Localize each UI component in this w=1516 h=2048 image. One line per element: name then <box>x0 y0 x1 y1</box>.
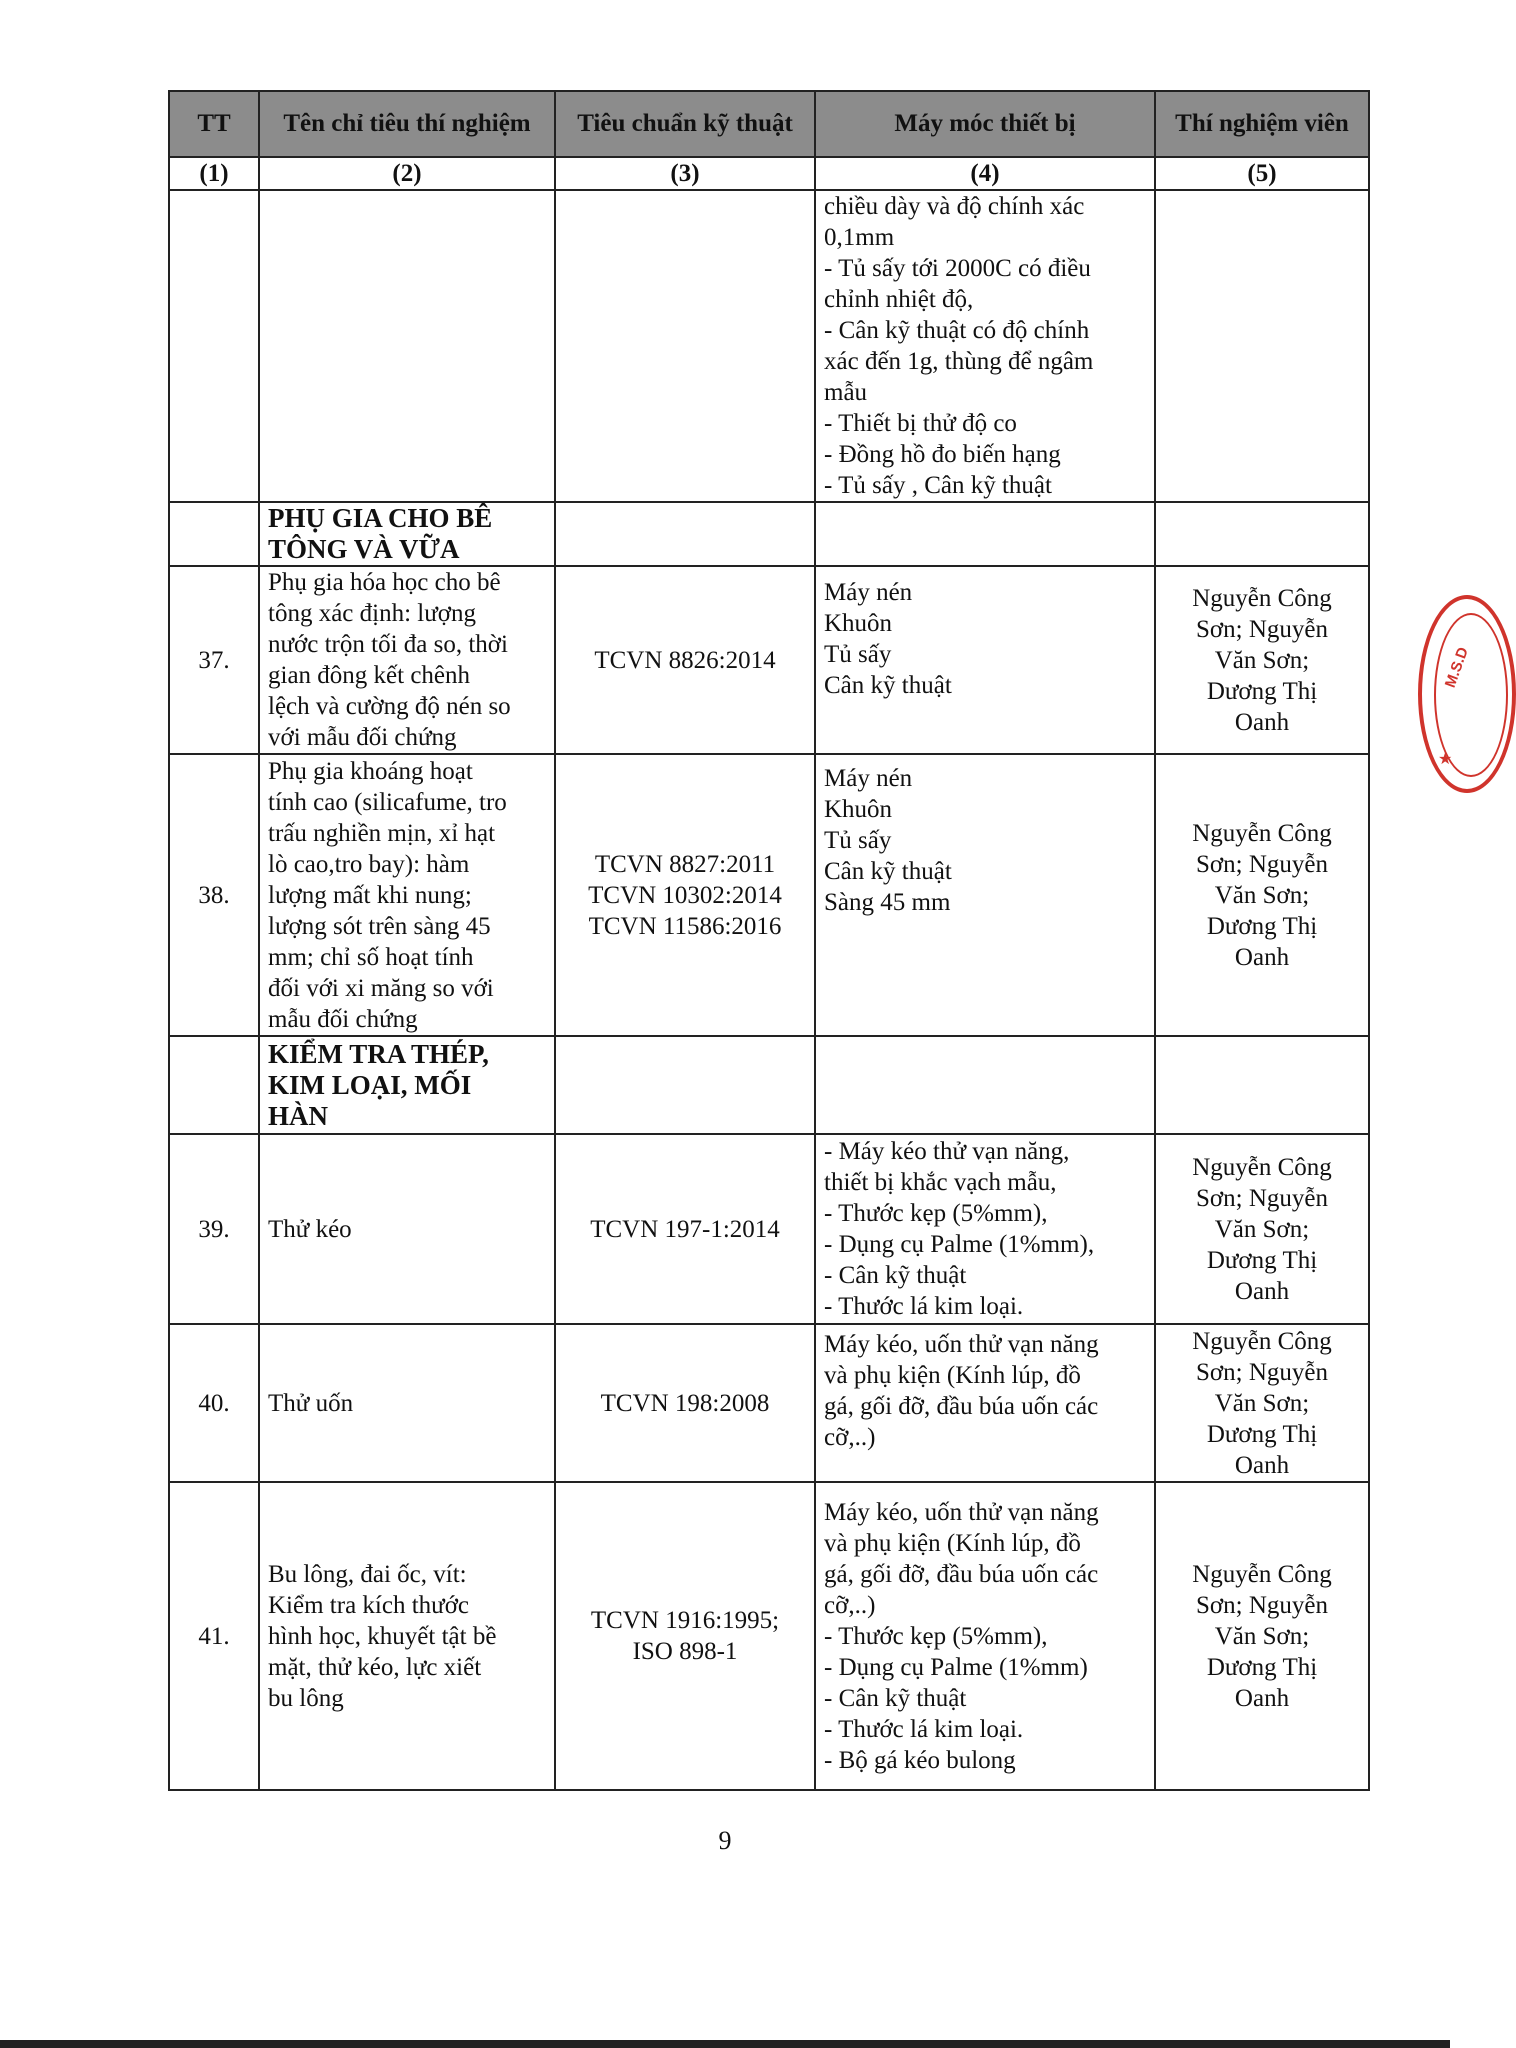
text-line: Cân kỹ thuật <box>824 858 952 885</box>
text-line: Thử kéo <box>268 1215 352 1243</box>
header-test-name: Tên chỉ tiêu thí nghiệm <box>259 91 555 157</box>
text-line: bu lông <box>268 1684 344 1712</box>
section-row-admixture <box>169 502 1369 566</box>
text-line: gá, gối đỡ, đầu búa uốn các <box>824 1393 1099 1420</box>
section-title-steel <box>259 1036 555 1134</box>
colnum-2: (2) <box>259 157 555 190</box>
text-line: KIỂM TRA THÉP, <box>268 1038 489 1069</box>
stamp-text: M.S.D <box>1441 645 1472 690</box>
table-row <box>169 1134 1369 1324</box>
text-line: Dương Thị <box>1206 1246 1318 1274</box>
text-line: TCVN 1916:1995; <box>590 1607 780 1634</box>
text-line: Văn Sơn; <box>1214 1215 1310 1243</box>
section-title-admixture <box>259 502 555 566</box>
text-line: Dương Thị <box>1206 1653 1318 1681</box>
text-line: gian đông kết chênh <box>268 662 471 689</box>
text-line: TCVN 198:2008 <box>600 1389 770 1417</box>
equipment <box>815 566 1155 754</box>
text-line: chiều dày và độ chính xác <box>824 193 1085 220</box>
text-line: Oanh <box>1234 943 1290 971</box>
text-line: Nguyễn Công <box>1192 1560 1332 1588</box>
text-line: TCVN 8826:2014 <box>594 646 776 674</box>
technicians <box>1155 566 1369 754</box>
standard <box>555 566 815 754</box>
text-line: Sơn; Nguyễn <box>1196 1358 1328 1386</box>
row-number: 38. <box>169 754 259 1036</box>
standard <box>555 1324 815 1482</box>
page-number: 9 <box>718 1826 732 1855</box>
text-line: cỡ,..) <box>824 1424 876 1451</box>
text-line: lượng sót trên sàng 45 <box>268 912 491 940</box>
colnum-1: (1) <box>169 157 259 190</box>
text-line: Nguyễn Công <box>1192 584 1332 612</box>
text-line: - Thước kẹp (5%mm), <box>824 1622 1048 1650</box>
text-line: Máy kéo, uốn thử vạn năng <box>824 1331 1099 1358</box>
text-line: Nguyễn Công <box>1192 1327 1332 1355</box>
continued-equipment <box>815 190 1155 502</box>
text-line: hình học, khuyết tật bề <box>268 1622 497 1650</box>
text-line: cỡ,..) <box>824 1591 876 1619</box>
text-line: với mẫu đối chứng <box>268 724 457 751</box>
text-line: Sơn; Nguyễn <box>1196 1184 1328 1212</box>
text-line: nước trộn tối đa so, thời <box>268 631 508 658</box>
text-line: và phụ kiện (Kính lúp, đồ <box>824 1529 1081 1557</box>
header-equipment: Máy móc thiết bị <box>815 91 1155 157</box>
header-technician: Thí nghiệm viên <box>1155 91 1369 157</box>
text-line: Nguyễn Công <box>1192 819 1332 847</box>
text-line: - Cân kỹ thuật <box>824 1684 967 1712</box>
colnum-3: (3) <box>555 157 815 190</box>
text-line: Sơn; Nguyễn <box>1196 1591 1328 1619</box>
text-line: Dương Thị <box>1206 1420 1318 1448</box>
text-line: - Thước kẹp (5%mm), <box>824 1200 1048 1227</box>
test-name <box>259 1482 555 1790</box>
text-line: đối với xi măng so với <box>268 974 494 1002</box>
section-row-steel <box>169 1036 1369 1134</box>
colnum-5: (5) <box>1155 157 1369 190</box>
test-name <box>259 566 555 754</box>
text-line: gá, gối đỡ, đầu búa uốn các <box>824 1560 1099 1588</box>
equipment <box>815 1134 1155 1324</box>
equipment <box>815 1324 1155 1482</box>
text-line: Thử uốn <box>268 1389 354 1417</box>
text-line: PHỤ GIA CHO BÊ <box>268 503 493 533</box>
text-line: - Cân kỹ thuật có độ chính <box>824 317 1090 344</box>
text-line: Oanh <box>1234 708 1290 736</box>
text-line: Tủ sấy <box>824 641 892 668</box>
technicians <box>1155 754 1369 1036</box>
text-line: TCVN 10302:2014 <box>588 881 782 909</box>
text-line: tính cao (silicafume, tro <box>268 788 507 816</box>
text-line: Văn Sơn; <box>1214 1622 1310 1650</box>
text-line: - Tủ sấy , Cân kỹ thuật <box>824 472 1052 499</box>
text-line: Bu lông, đai ốc, vít: <box>268 1560 467 1588</box>
text-line: Oanh <box>1234 1277 1290 1305</box>
text-line: Máy nén <box>824 765 913 792</box>
technicians <box>1155 1134 1369 1324</box>
standard <box>555 1134 815 1324</box>
text-line: - Máy kéo thử vạn năng, <box>824 1138 1070 1165</box>
text-line: và phụ kiện (Kính lúp, đồ <box>824 1362 1081 1389</box>
row-number: 40. <box>169 1324 259 1482</box>
technicians <box>1155 1482 1369 1790</box>
header-standard: Tiêu chuẩn kỹ thuật <box>555 91 815 157</box>
standard <box>555 754 815 1036</box>
equipment <box>815 1482 1155 1790</box>
test-name <box>259 1134 555 1324</box>
text-line: xác đến 1g, thùng để ngâm <box>824 348 1094 375</box>
standard <box>555 1482 815 1790</box>
text-line: chỉnh nhiệt độ, <box>824 286 974 313</box>
text-line: Khuôn <box>824 796 893 823</box>
text-line: Phụ gia hóa học cho bê <box>268 569 501 596</box>
text-line: Dương Thị <box>1206 912 1318 940</box>
technicians <box>1155 1324 1369 1482</box>
text-line: Máy kéo, uốn thử vạn năng <box>824 1498 1099 1526</box>
text-line: Nguyễn Công <box>1192 1153 1332 1181</box>
text-line: Văn Sơn; <box>1214 646 1310 674</box>
text-line: mặt, thử kéo, lực xiết <box>268 1653 482 1681</box>
text-line: Cân kỹ thuật <box>824 672 952 699</box>
text-line: trấu nghiền mịn, xỉ hạt <box>268 819 496 847</box>
text-line: Oanh <box>1234 1451 1290 1479</box>
text-line: 0,1mm <box>824 224 895 251</box>
star-icon: ★ <box>1438 751 1453 768</box>
table-row <box>169 754 1369 1036</box>
text-line: HÀN <box>268 1100 328 1131</box>
text-line: Kiểm tra kích thước <box>268 1591 470 1619</box>
text-line: - Bộ gá kéo bulong <box>824 1746 1016 1774</box>
text-line: - Cân kỹ thuật <box>824 1262 967 1289</box>
text-line: ISO 898-1 <box>632 1638 738 1665</box>
text-line: Oanh <box>1234 1684 1290 1712</box>
text-line: mm; chỉ số hoạt tính <box>268 943 474 971</box>
text-line: thiết bị khắc vạch mẫu, <box>824 1169 1057 1196</box>
table-row <box>169 1324 1369 1482</box>
table-row <box>169 566 1369 754</box>
text-line: mẫu <box>824 379 868 406</box>
row-number: 39. <box>169 1134 259 1324</box>
test-name <box>259 1324 555 1482</box>
text-line: - Tủ sấy tới 2000C có điều <box>824 255 1091 282</box>
text-line: Khuôn <box>824 610 893 637</box>
text-line: Văn Sơn; <box>1214 1389 1310 1417</box>
scan-edge <box>0 2040 1450 2048</box>
continued-row <box>169 190 1369 502</box>
text-line: Phụ gia khoáng hoạt <box>268 757 473 785</box>
text-line: TÔNG VÀ VỮA <box>268 534 460 564</box>
equipment <box>815 754 1155 1036</box>
test-table <box>168 90 1370 1791</box>
text-line: - Thiết bị thử độ co <box>824 410 1017 437</box>
text-line: Máy nén <box>824 579 913 606</box>
text-line: mẫu đối chứng <box>268 1005 418 1033</box>
row-number: 37. <box>169 566 259 754</box>
test-name <box>259 754 555 1036</box>
text-line: TCVN 197-1:2014 <box>590 1215 780 1243</box>
colnum-4: (4) <box>815 157 1155 190</box>
text-line: Tủ sấy <box>824 827 892 854</box>
text-line: TCVN 8827:2011 <box>594 850 776 878</box>
column-number-row <box>169 157 1369 190</box>
text-line: - Dụng cụ Palme (1%mm), <box>824 1231 1095 1258</box>
text-line: - Thước lá kim loại. <box>824 1715 1024 1743</box>
text-line: tông xác định: lượng <box>268 600 476 627</box>
red-seal-stamp <box>1418 595 1516 793</box>
row-number: 41. <box>169 1482 259 1790</box>
text-line: - Dụng cụ Palme (1%mm) <box>824 1653 1088 1681</box>
table-row <box>169 1482 1369 1790</box>
text-line: TCVN 11586:2016 <box>588 912 782 940</box>
text-line: Văn Sơn; <box>1214 881 1310 909</box>
header-row <box>169 91 1369 157</box>
text-line: - Thước lá kim loại. <box>824 1293 1024 1320</box>
text-line: KIM LOẠI, MỐI <box>268 1069 472 1100</box>
text-line: lệch và cường độ nén so <box>268 693 511 720</box>
text-line: Dương Thị <box>1206 677 1318 705</box>
text-line: Sơn; Nguyễn <box>1196 615 1328 643</box>
text-line: Sơn; Nguyễn <box>1196 850 1328 878</box>
text-line: lò cao,tro bay): hàm <box>268 850 470 878</box>
text-line: - Đồng hồ đo biến hạng <box>824 441 1061 468</box>
header-tt: TT <box>169 91 259 157</box>
text-line: lượng mất khi nung; <box>268 881 472 909</box>
text-line: Sàng 45 mm <box>824 889 951 916</box>
